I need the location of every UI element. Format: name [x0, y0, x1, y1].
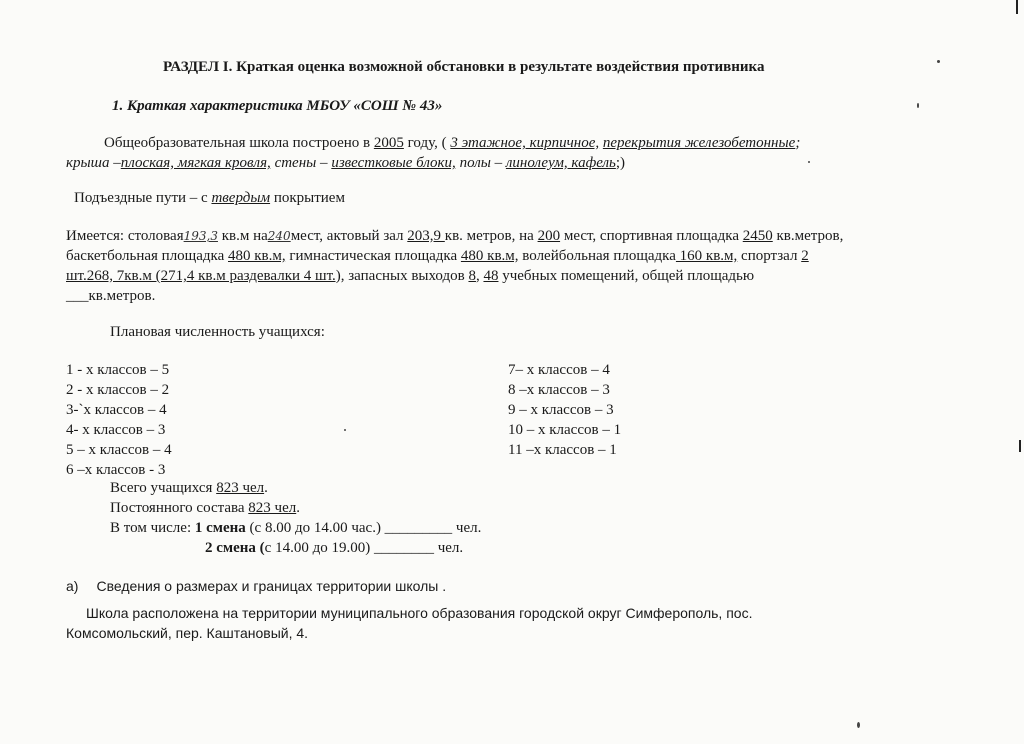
- class-item: 11 –х классов – 1: [508, 442, 617, 458]
- floor-covering: линолеум, кафель: [505, 155, 616, 171]
- building-line-2: крыша –плоская, мягкая кровля, стены – известковые блоки, полы – линолеум, кафель;): [66, 155, 626, 171]
- permanent-staff-value: 823 чел: [248, 500, 297, 516]
- sporthall-details: шт.268, 7кв.м (271,4 кв.м раздевалки 4 шт.),: [66, 268, 345, 284]
- scan-edge-mark: [1016, 0, 1018, 14]
- shift-1: В том числе: 1 смена (с 8.00 до 14.00 час.) _________ чел.: [110, 520, 482, 536]
- class-item: 5 – х классов – 4: [66, 442, 172, 458]
- classes-right-list: [508, 360, 621, 460]
- total-students: Всего учащихся 823 чел.: [110, 480, 268, 496]
- roads-line: Подъездные пути – с твердым покрытием: [74, 190, 345, 206]
- ceilings: перекрытия железобетонные: [602, 135, 796, 151]
- scan-speck: [344, 429, 346, 431]
- volleyball-area: 160 кв.м,: [675, 248, 738, 264]
- class-item: 6 –х классов - 3: [66, 462, 166, 478]
- canteen-area-handwritten: 193,3: [183, 229, 218, 243]
- emergency-exits: 8: [468, 268, 476, 284]
- classes-left-list: [66, 360, 172, 480]
- gymnastics-area: 480 кв.м,: [460, 248, 519, 264]
- build-year: 2005: [373, 135, 404, 151]
- facilities-line-4: ___кв.метров.: [66, 288, 156, 304]
- class-item: 3-`х классов – 4: [66, 402, 167, 418]
- class-item: 4- х классов – 3: [66, 422, 166, 438]
- scan-edge-mark: [1019, 440, 1021, 452]
- hall-seats: 200: [537, 228, 561, 244]
- location-line-2: Комсомольский, пер. Каштановый, 4.: [66, 625, 309, 641]
- scan-speck: [808, 161, 810, 163]
- sporthall-count: 2: [801, 248, 809, 264]
- total-area-blank: ___: [66, 288, 89, 304]
- classrooms-count: 48: [483, 268, 499, 284]
- class-item: 7– х классов – 4: [508, 362, 610, 378]
- subsection-title: 1. Краткая характеристика МБОУ «СОШ № 43»: [112, 98, 443, 114]
- walls: известковые блоки,: [331, 155, 456, 171]
- scan-speck: [937, 60, 940, 63]
- permanent-staff: Постоянного состава 823 чел.: [110, 500, 300, 516]
- building-line-1: Общеобразовательная школа построено в 2005 году, ( 3 этажное, кирпичное, перекрытия железобетонные;: [104, 135, 801, 151]
- section-title: РАЗДЕЛ I. Краткая оценка возможной обстановки в результате воздействия противника: [163, 59, 765, 75]
- class-item: 10 – х классов – 1: [508, 422, 622, 438]
- floors-material: 3 этажное, кирпичное,: [450, 135, 600, 151]
- planned-label: Плановая численность учащихся:: [110, 324, 325, 340]
- sport-area: 2450: [742, 228, 773, 244]
- scan-speck: [917, 103, 919, 108]
- hall-area: 203,9: [407, 228, 445, 244]
- location-line-1: Школа расположена на территории муниципального образования городской округ Симферополь, пос.: [86, 605, 753, 621]
- class-item: 9 – х классов – 3: [508, 402, 614, 418]
- class-item: 1 - х классов – 5: [66, 362, 170, 378]
- shift-2: 2 смена (с 14.00 до 19.00) ________ чел.: [205, 540, 464, 556]
- basketball-area: 480 кв.м,: [228, 248, 286, 264]
- class-item: 8 –х классов – 3: [508, 382, 610, 398]
- facilities-line-3: шт.268, 7кв.м (271,4 кв.м раздевалки 4 шт.), запасных выходов 8, 48 учебных помещений, общей площадью: [66, 268, 755, 284]
- total-students-value: 823 чел: [216, 480, 265, 496]
- roof: плоская, мягкая кровля,: [120, 155, 271, 171]
- item-a: а) Сведения о размерах и границах территории школы .: [66, 578, 447, 594]
- canteen-seats-handwritten: 240: [267, 229, 291, 243]
- class-item: 2 - х классов – 2: [66, 382, 170, 398]
- road-surface: твердым: [211, 190, 271, 206]
- scan-speck: [857, 722, 860, 728]
- facilities-line-2: баскетбольная площадка 480 кв.м, гимнастическая площадка 480 кв.м, волейбольная площадка 160 кв.м, спортзал 2: [66, 248, 809, 264]
- facilities-line-1: Имеется: столовая193,3 кв.м на240мест, актовый зал 203,9 кв. метров, на 200 мест, спортивная площадка 2450 кв.метров,: [66, 228, 844, 244]
